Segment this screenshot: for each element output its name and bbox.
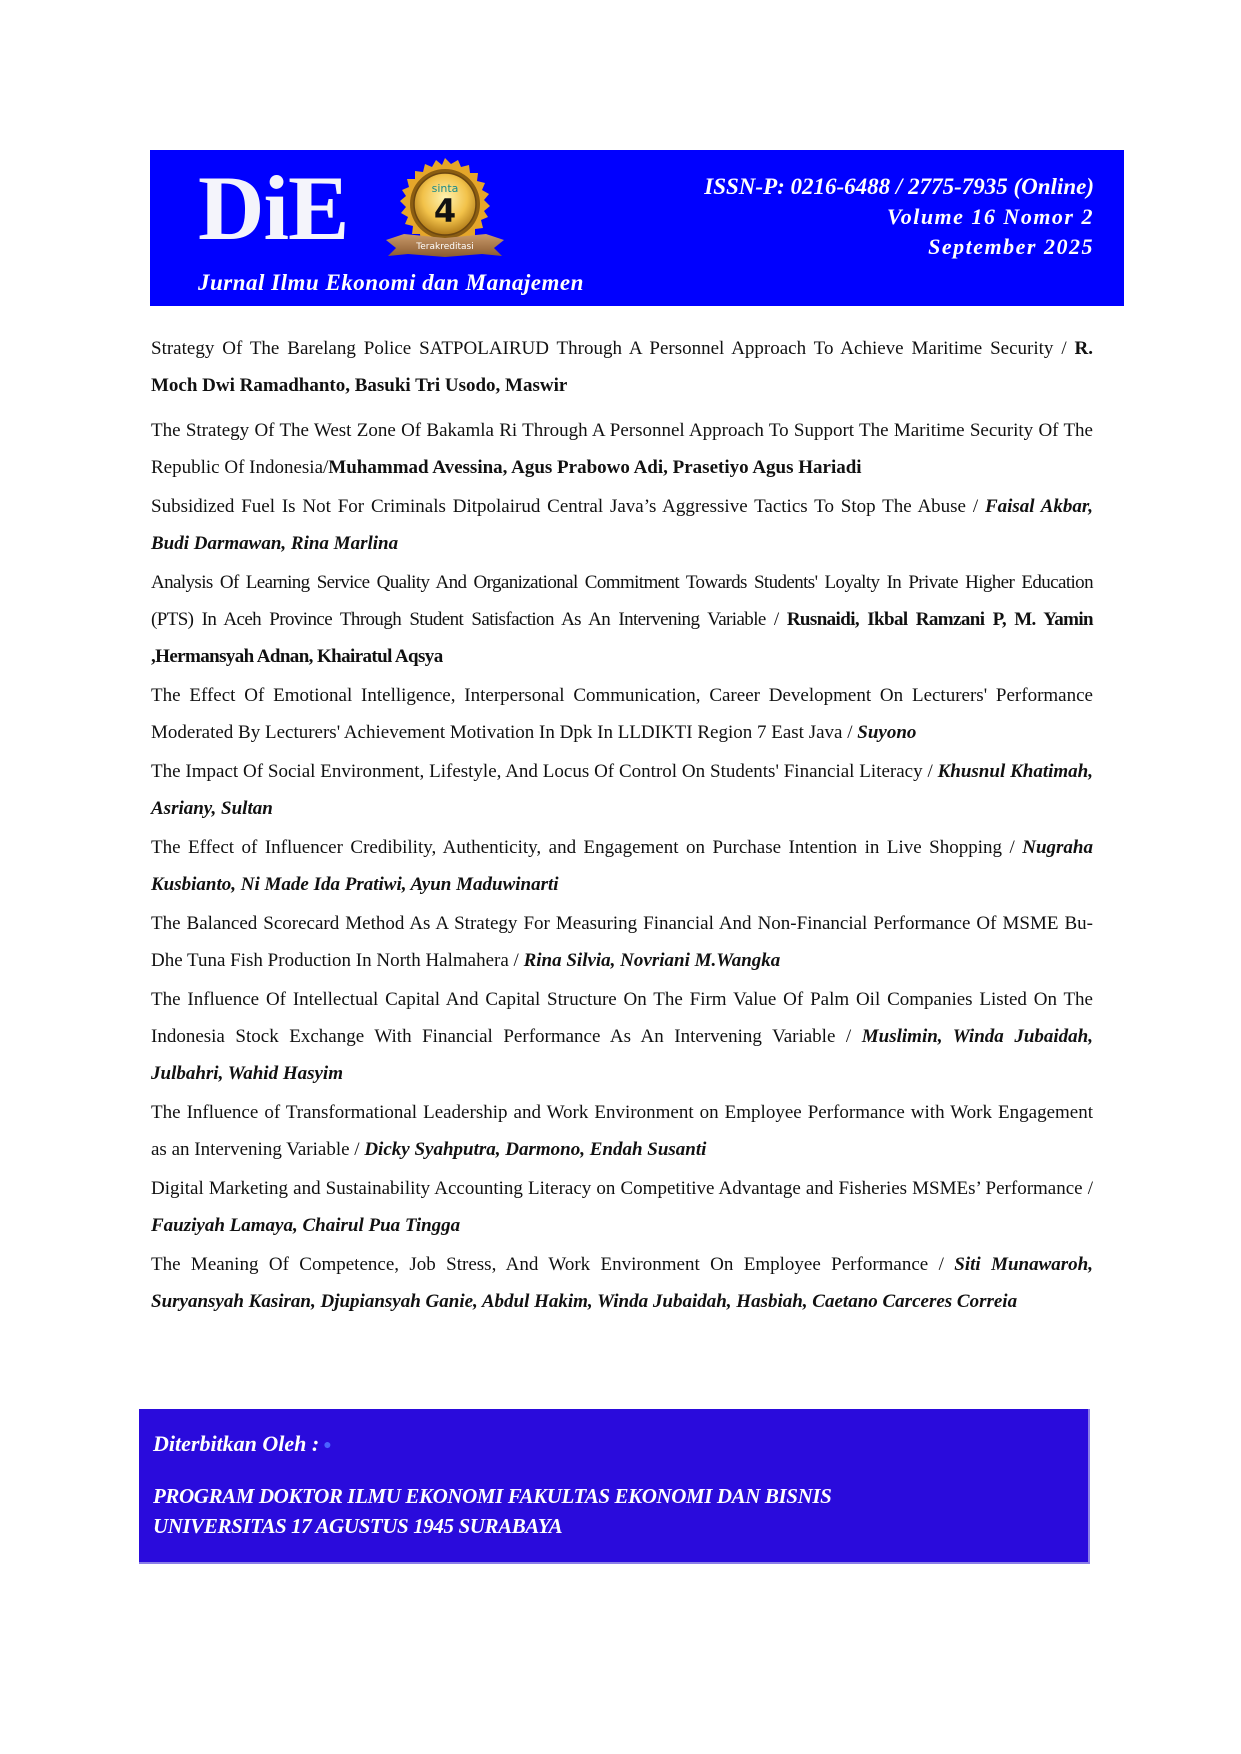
issn: ISSN-P: 0216-6488 / 2775-7935 (Online) (704, 174, 1094, 199)
article-entry[interactable] (151, 753, 1093, 827)
article-authors: Rina Silvia, Novriani M.Wangka (523, 950, 781, 971)
article-entry[interactable] (151, 1094, 1093, 1168)
article-authors: Siti Munawaroh, Suryansyah Kasiran, Djupiansyah Ganie, Abdul Hakim, Winda Jubaidah, Hasbiah, Caetano Carceres Correia (151, 1254, 1093, 1312)
article-title: The Strategy Of The West Zone Of Bakamla Ri Through A Personnel Approach To Support The Maritime Security Of The Republic Of Indonesia/ (151, 420, 1093, 478)
svg-text:4: 4 (433, 192, 457, 230)
published-by-label (153, 1431, 332, 1457)
article-authors: Faisal Akbar, Budi Darmawan, Rina Marlina (151, 496, 1093, 554)
article-entry[interactable] (151, 1246, 1093, 1320)
article-title: The Influence of Transformational Leadership and Work Environment on Employee Performance with Work Engagement as an Intervening Variable / (151, 1102, 1093, 1160)
article-title: Digital Marketing and Sustainability Accounting Literacy on Competitive Advantage and Fisheries MSMEs’ Performance / (151, 1178, 1093, 1199)
article-title: The Meaning Of Competence, Job Stress, And Work Environment On Employee Performance / (151, 1254, 955, 1275)
article-entry[interactable] (151, 564, 1093, 675)
article-title: Analysis Of Learning Service Quality And Organizational Commitment Towards Students' Loyalty In Private Higher Education (PTS) In Aceh Province Through Student Satisfaction As An Intervening Variable / (151, 572, 1093, 630)
article-authors: Muslimin, Winda Jubaidah, Julbahri, Wahid Hasyim (151, 1026, 1093, 1084)
article-entry[interactable] (151, 1170, 1093, 1244)
article-title: The Influence Of Intellectual Capital And Capital Structure On The Firm Value Of Palm Oil Companies Listed On The Indonesia Stock Exchange With Financial Performance As An Intervening Variable / (151, 989, 1093, 1047)
article-title: Strategy Of The Barelang Police SATPOLAIRUD Through A Personnel Approach To Achieve Maritime Security / (151, 338, 1075, 359)
article-title: Subsidized Fuel Is Not For Criminals Ditpolairud Central Java’s Aggressive Tactics To Stop The Abuse / (151, 496, 985, 517)
article-authors: Muhammad Avessina, Agus Prabowo Adi, Prasetiyo Agus Hariadi (328, 457, 862, 478)
publisher-line-2: UNIVERSITAS 17 AGUSTUS 1945 SURABAYA (153, 1514, 563, 1538)
journal-logo: DiE (198, 157, 349, 259)
journal-meta (704, 172, 1094, 262)
issue-date: September 2025 (928, 234, 1094, 259)
svg-text:sinta: sinta (431, 182, 459, 195)
article-title: The Impact Of Social Environment, Lifestyle, And Locus Of Control On Students' Financial Literacy / (151, 761, 938, 782)
article-entry[interactable] (151, 829, 1093, 903)
article-authors: Rusnaidi, Ikbal Ramzani P, M. Yamin ,Hermansyah Adnan, Khairatul Aqsya (151, 609, 1093, 667)
article-entry[interactable] (151, 905, 1093, 979)
publisher-line-1: PROGRAM DOKTOR ILMU EKONOMI FAKULTAS EKONOMI DAN BISNIS (153, 1484, 832, 1508)
article-title: The Effect of Influencer Credibility, Authenticity, and Engagement on Purchase Intention in Live Shopping / (151, 837, 1023, 858)
journal-header (150, 150, 1124, 306)
bullet-icon: ● (323, 1437, 332, 1453)
published-by-text: Diterbitkan Oleh : (153, 1431, 320, 1456)
article-entry[interactable] (151, 677, 1093, 751)
article-authors: Nugraha Kusbianto, Ni Made Ida Pratiwi, Ayun Maduwinarti (151, 837, 1093, 895)
article-authors: Khusnul Khatimah, Asriany, Sultan (151, 761, 1093, 819)
journal-name: Jurnal Ilmu Ekonomi dan Manajemen (198, 270, 584, 295)
table-of-contents (151, 330, 1093, 1322)
publisher-name (153, 1481, 831, 1541)
volume-number: Volume 16 Nomor 2 (886, 204, 1094, 229)
publisher-footer (139, 1409, 1090, 1564)
article-authors: Suyono (857, 722, 917, 743)
article-authors: Fauziyah Lamaya, Chairul Pua Tingga (151, 1215, 461, 1236)
article-entry[interactable] (151, 330, 1093, 404)
sinta-accreditation-badge-icon (382, 156, 508, 266)
article-entry[interactable] (151, 412, 1093, 486)
article-entry[interactable] (151, 981, 1093, 1092)
article-authors: Dicky Syahputra, Darmono, Endah Susanti (364, 1139, 707, 1160)
article-title: The Effect Of Emotional Intelligence, Interpersonal Communication, Career Development On Lecturers' Performance Moderated By Lecturers' Achievement Motivation In Dpk In LLDIKTI Region 7 East Java / (151, 685, 1093, 743)
article-authors: R. Moch Dwi Ramadhanto, Basuki Tri Usodo, Maswir (151, 338, 1093, 396)
article-entry[interactable] (151, 488, 1093, 562)
svg-text:Terakreditasi: Terakreditasi (416, 242, 474, 252)
article-title: The Balanced Scorecard Method As A Strategy For Measuring Financial And Non-Financial Performance Of MSME Bu-Dhe Tuna Fish Production In North Halmahera / (151, 913, 1093, 971)
